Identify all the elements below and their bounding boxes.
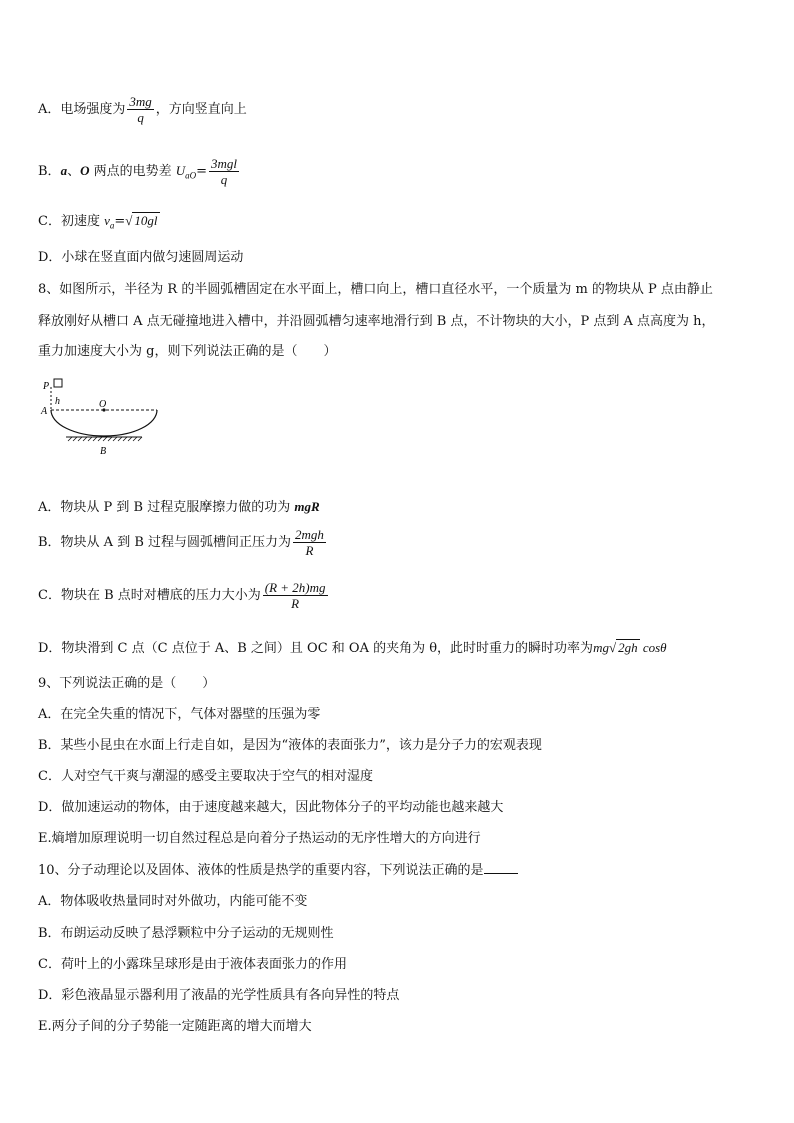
answer-blank xyxy=(484,861,518,874)
q10-stem: 10、分子动理论以及固体、液体的性质是热学的重要内容，下列说法正确的是 xyxy=(38,861,518,880)
label-b: B xyxy=(100,446,107,457)
fraction: $\frac{3mg}{q}$ xyxy=(129,94,152,125)
q8-stem-line-2: 释放刚好从槽口 A 点无碰撞地进入槽中，并沿圆弧槽匀速率地滑行到 B 点，不计物块的大小，P 点到 A 点高度为 h， xyxy=(38,314,715,329)
q7-option-b: B．a、O 两点的电势差 $U_{aO}=$ $\frac{\text{3mgl}}{q}$ xyxy=(38,156,238,187)
q10-option-c: C．荷叶上的小露珠呈球形是由于液体表面张力的作用 xyxy=(38,957,347,972)
q8-option-d: D．物块滑到 C 点（C 点位于 A、B 之间）且 OC 和 OA 的夹角为 θ，此时时重力的瞬时功率为mg√ 2gh cosθ xyxy=(38,640,667,656)
q7-option-a: A．电场强度为 $\frac{3mg}{q}$ ，方向竖直向上 xyxy=(38,94,247,125)
q9-option-b: B．某些小昆虫在水面上行走自如，是因为“液体的表面张力”，该力是分子力的宏观表现 xyxy=(38,738,542,753)
q8-option-b: B．物块从 A 到 B 过程与圆弧槽间正压力为 $\frac{\text{2mgh}}{R}$ xyxy=(38,527,324,558)
fraction: $\frac{\text{2mgh}}{R}$ xyxy=(295,527,324,558)
q9-option-e: E.熵增加原理说明一切自然过程总是向着分子热运动的无序性增大的方向进行 xyxy=(38,831,481,846)
label-h: h xyxy=(55,396,60,407)
q10-option-e: E.两分子间的分子势能一定随距离的增大而增大 xyxy=(38,1019,312,1034)
label-p: P xyxy=(43,381,50,392)
q9-option-a: A．在完全失重的情况下，气体对器壁的压强为零 xyxy=(38,707,321,722)
q9-option-d: D．做加速运动的物体，由于速度越来越大，因此物体分子的平均动能也越来越大 xyxy=(38,800,504,815)
label-a: A xyxy=(41,406,48,417)
sqrt-expression: √ 2gh xyxy=(608,640,638,655)
q8-option-c: C．物块在 B 点时对槽底的压力大小为 $\frac{(R + 2h)mg}{R}$ xyxy=(38,580,326,611)
label-o: O xyxy=(99,399,107,410)
ground-hatch xyxy=(68,437,142,441)
q7-option-d: D．小球在竖直面内做匀速圆周运动 xyxy=(38,250,244,265)
fraction: $\frac{(R + 2h)mg}{R}$ xyxy=(264,580,326,611)
q8-stem-line-1: 8、如图所示，半径为 R 的半圆弧槽固定在水平面上，槽口向上，槽口直径水平，一个质量为 m 的物块从 P 点由静止 xyxy=(38,282,713,297)
q9-stem: 9、下列说法正确的是（ ） xyxy=(38,676,216,691)
block-p xyxy=(54,379,62,387)
q8-stem-line-3: 重力加速度大小为 g，则下列说法正确的是（ ） xyxy=(38,344,337,359)
sqrt-expression: √ 10gl xyxy=(125,213,158,228)
q10-option-a: A．物体吸收热量同时对外做功，内能可能不变 xyxy=(38,894,308,909)
q7-option-c: C．初速度 $v_a=√$ 10gl xyxy=(38,213,158,231)
q8-option-a: A．物块从 P 到 B 过程克服摩擦力做的功为 mgR xyxy=(38,499,320,515)
q10-option-b: B．布朗运动反映了悬浮颗粒中分子运动的无规则性 xyxy=(38,926,334,941)
fraction: $\frac{\text{3mgl}}{q}$ xyxy=(211,156,238,187)
q10-option-d: D．彩色液晶显示器利用了液晶的光学性质具有各向异性的特点 xyxy=(38,988,400,1003)
q8-figure xyxy=(36,374,166,460)
q9-option-c: C．人对空气干爽与潮湿的感受主要取决于空气的相对湿度 xyxy=(38,769,373,784)
semicircle-groove xyxy=(51,410,157,436)
